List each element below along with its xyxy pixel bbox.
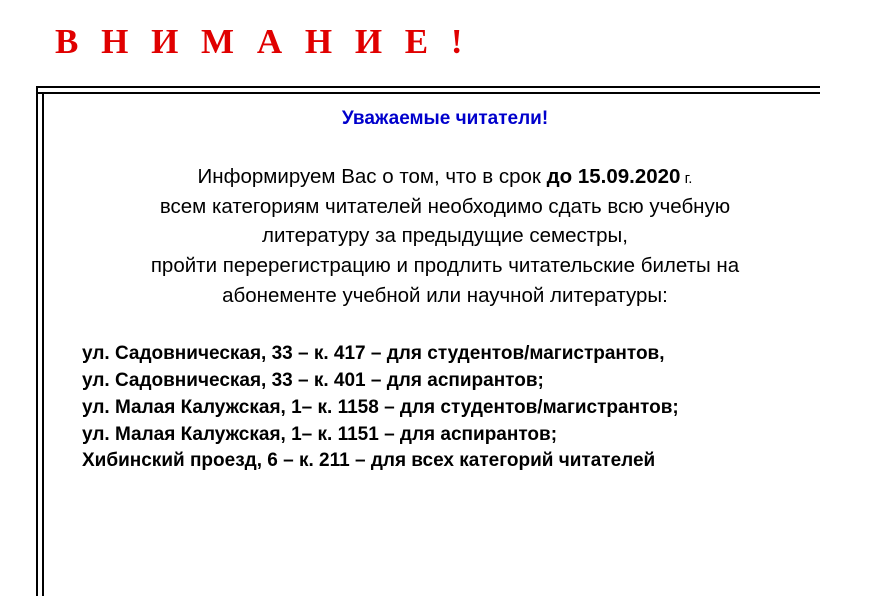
notice-line [60,251,830,281]
list-item: ул. Малая Калужская, 1– к. 1151 – для аспирантов; [82,423,558,445]
address-list [82,341,830,476]
notice-text: пройти перерегистрацию и продлить читательские билеты на [150,254,740,278]
notice-emphasis: до 15.09.2020 [546,165,681,188]
notice-text: г. [680,170,693,187]
divider-bottom [36,92,820,94]
border-left-inner [42,92,44,596]
list-item: ул. Садовническая, 33 – к. 401 – для аспирантов; [82,369,544,391]
notice-paragraph [60,162,830,311]
notice-text: всем категориям читателей необходимо сдать всю учебную [159,194,731,218]
list-item: ул. Садовническая, 33 – к. 417 – для студентов/магистрантов, [82,342,665,364]
list-item: ул. Малая Калужская, 1– к. 1158 – для студентов/магистрантов; [82,396,679,418]
greeting-text: Уважаемые читатели! [341,108,549,129]
notice-line [60,192,830,222]
notice-text: Информируем Вас о том, что в срок [197,165,547,188]
notice-text: абонементе учебной или научной литературы: [222,283,668,307]
divider-top [36,86,820,88]
page-title: В Н И М А Н И Е ! [55,22,470,61]
notice-line [60,281,830,311]
notice-text: литературу за предыдущие семестры, [262,224,628,248]
border-left-outer [36,86,38,596]
announcement-body [60,100,830,475]
notice-line [60,221,830,251]
notice-line [60,162,830,192]
list-item: Хибинский проезд, 6 – к. 211 – для всех категорий читателей [82,450,656,472]
